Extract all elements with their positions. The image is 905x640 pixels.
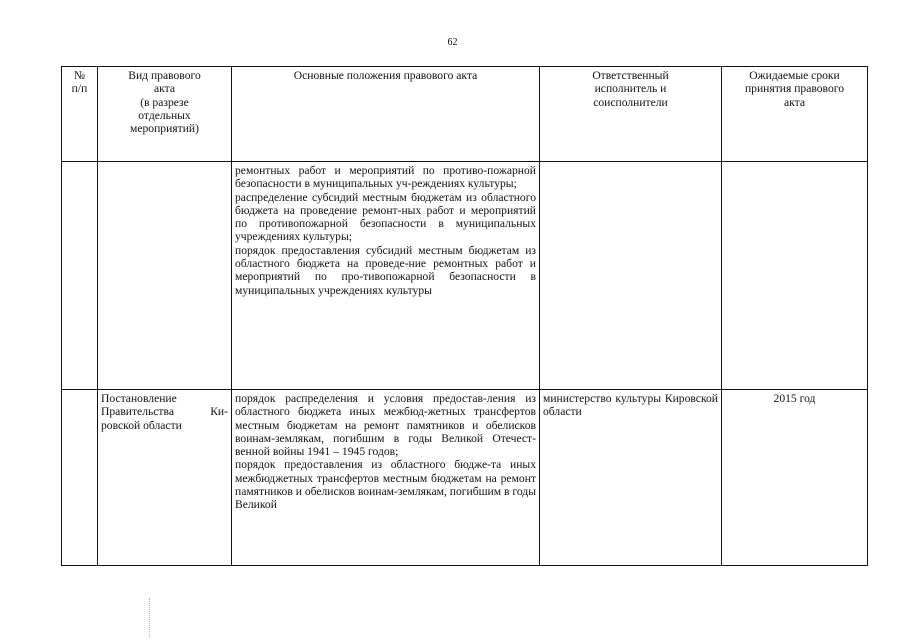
table-header-row bbox=[62, 67, 868, 162]
cell-deadline bbox=[722, 162, 868, 390]
cell-number bbox=[62, 390, 98, 566]
cell-provisions: ремонтных работ и мероприятий по противо-пожарной безопасности в муниципальных уч-реждениях культуры; распределение субсидий местным бюджетам из областного бюджета на проведение ремонт-ных работ и мероприятий по противопожарной безопасности в муниципальных учреждениях культуры; порядок предоставления субсидий местным бюджетам из областного бюджета на проведе-ние ремонтных работ и мероприятий по про-тивопожарной безопасности в муниципальных учреждениях культуры bbox=[232, 162, 540, 390]
cell-act-type: Постановление Правительства Ки-ровской области bbox=[98, 390, 232, 566]
header-provisions: Основные положения правового акта bbox=[232, 67, 540, 162]
header-act-type: Вид правового акта (в разрезе отдельных мероприятий) bbox=[98, 67, 232, 162]
legal-acts-table bbox=[61, 66, 868, 566]
header-number: № п/п bbox=[62, 67, 98, 162]
header-deadline: Ожидаемые сроки принятия правового акта bbox=[722, 67, 868, 162]
table-row bbox=[62, 162, 868, 390]
cell-responsible: министерство культуры Кировской области bbox=[540, 390, 722, 566]
cell-act-type bbox=[98, 162, 232, 390]
page-number: 62 bbox=[447, 37, 458, 48]
table-row bbox=[62, 390, 868, 566]
scan-artifact bbox=[149, 598, 151, 638]
header-responsible: Ответственный исполнитель и соисполнители bbox=[540, 67, 722, 162]
cell-provisions: порядок распределения и условия предостав-ления из областного бюджета иных межбюд-жетных трансфертов местным бюджетам на ремонт памятников и обелисков воинам-землякам, погибшим в годы Великой Отечест-венной войны 1941 – 1945 годов; порядок предоставления из областного бюдже-та иных межбюджетных трансфертов местным бюджетам на ремонт памятников и обелисков воинам-землякам, погибшим в годы Великой bbox=[232, 390, 540, 566]
cell-responsible bbox=[540, 162, 722, 390]
cell-deadline: 2015 год bbox=[722, 390, 868, 566]
cell-number bbox=[62, 162, 98, 390]
